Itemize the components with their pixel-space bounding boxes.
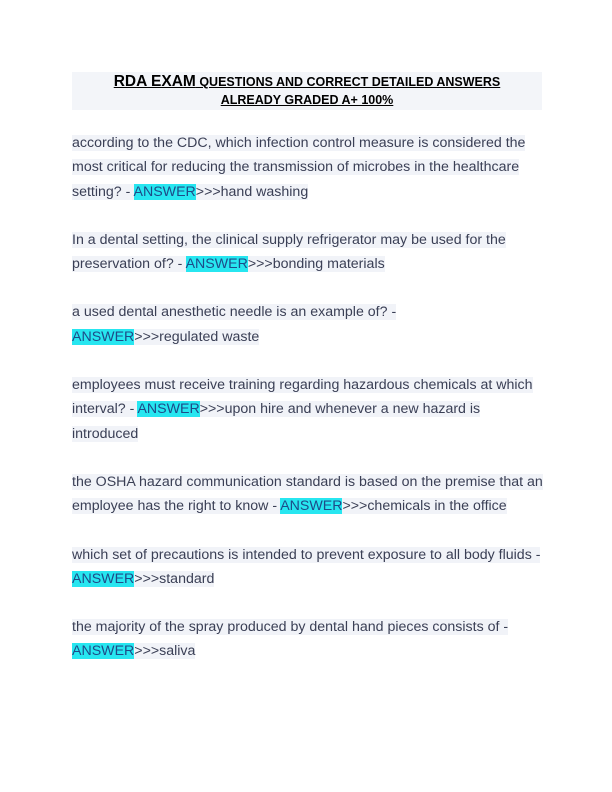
qa-item <box>72 131 544 204</box>
qa-line <box>72 325 544 349</box>
qa-item <box>72 373 544 446</box>
qa-list <box>72 131 544 688</box>
qa-line <box>72 494 544 518</box>
qa-item <box>72 228 544 277</box>
qa-line <box>72 639 544 663</box>
answer-text: >>>chemicals in the office <box>342 498 507 515</box>
question-text: employees must receive training regarding hazardous chemicals at which <box>72 377 533 394</box>
qa-line <box>72 470 544 494</box>
qa-line <box>72 422 544 446</box>
answer-text: >>>hand washing <box>195 183 309 200</box>
answer-tag: ANSWER <box>137 401 200 418</box>
qa-line <box>72 228 544 252</box>
question-text: according to the CDC, which infection control measure is considered the <box>72 135 526 151</box>
question-text: employee has the right to know - <box>72 498 281 515</box>
question-text: In a dental setting, the clinical supply refrigerator may be used for the <box>72 231 506 248</box>
answer-tag: ANSWER <box>133 183 196 200</box>
qa-item <box>72 615 544 664</box>
qa-item <box>72 543 544 592</box>
title-line-2: ALREADY GRADED A+ 100% <box>220 93 394 107</box>
document-title <box>72 72 542 110</box>
title-subtitle: QUESTIONS AND CORRECT DETAILED ANSWERS <box>195 75 501 89</box>
question-text: the majority of the spray produced by dental hand pieces consists of - <box>72 619 509 636</box>
answer-tag: ANSWER <box>72 570 135 587</box>
question-text: setting? - <box>72 183 134 200</box>
qa-line <box>72 567 544 591</box>
qa-line <box>72 397 544 421</box>
qa-item <box>72 470 544 519</box>
answer-tag: ANSWER <box>72 643 135 660</box>
qa-line <box>72 543 544 567</box>
qa-line <box>72 373 544 397</box>
question-text: interval? - <box>72 401 138 418</box>
answer-tag: ANSWER <box>185 256 248 273</box>
qa-item <box>72 300 544 349</box>
answer-tag: ANSWER <box>72 328 135 345</box>
answer-text: >>>regulated waste <box>134 328 260 345</box>
qa-line <box>72 155 544 179</box>
question-text: the OSHA hazard communication standard is based on the premise that an <box>72 473 543 490</box>
answer-text: >>>bonding materials <box>247 256 385 273</box>
question-text: introduced <box>72 425 139 442</box>
question-text: a used dental anesthetic needle is an example of? - <box>72 304 397 321</box>
title-exam-name: RDA EXAM <box>113 73 196 90</box>
answer-tag: ANSWER <box>280 498 343 515</box>
answer-text: >>>standard <box>134 570 215 587</box>
answer-text: >>>upon hire and whenever a new hazard is <box>199 401 481 418</box>
question-text: most critical for reducing the transmission of microbes in the healthcare <box>72 159 520 176</box>
answer-text: >>>saliva <box>134 643 196 660</box>
qa-line <box>72 180 544 204</box>
qa-line <box>72 615 544 639</box>
qa-line <box>72 131 544 155</box>
qa-line <box>72 300 544 324</box>
question-text: which set of precautions is intended to prevent exposure to all body fluids - <box>72 546 541 563</box>
question-text: preservation of? - <box>72 256 186 273</box>
qa-line <box>72 252 544 276</box>
title-line-1 <box>72 73 542 91</box>
